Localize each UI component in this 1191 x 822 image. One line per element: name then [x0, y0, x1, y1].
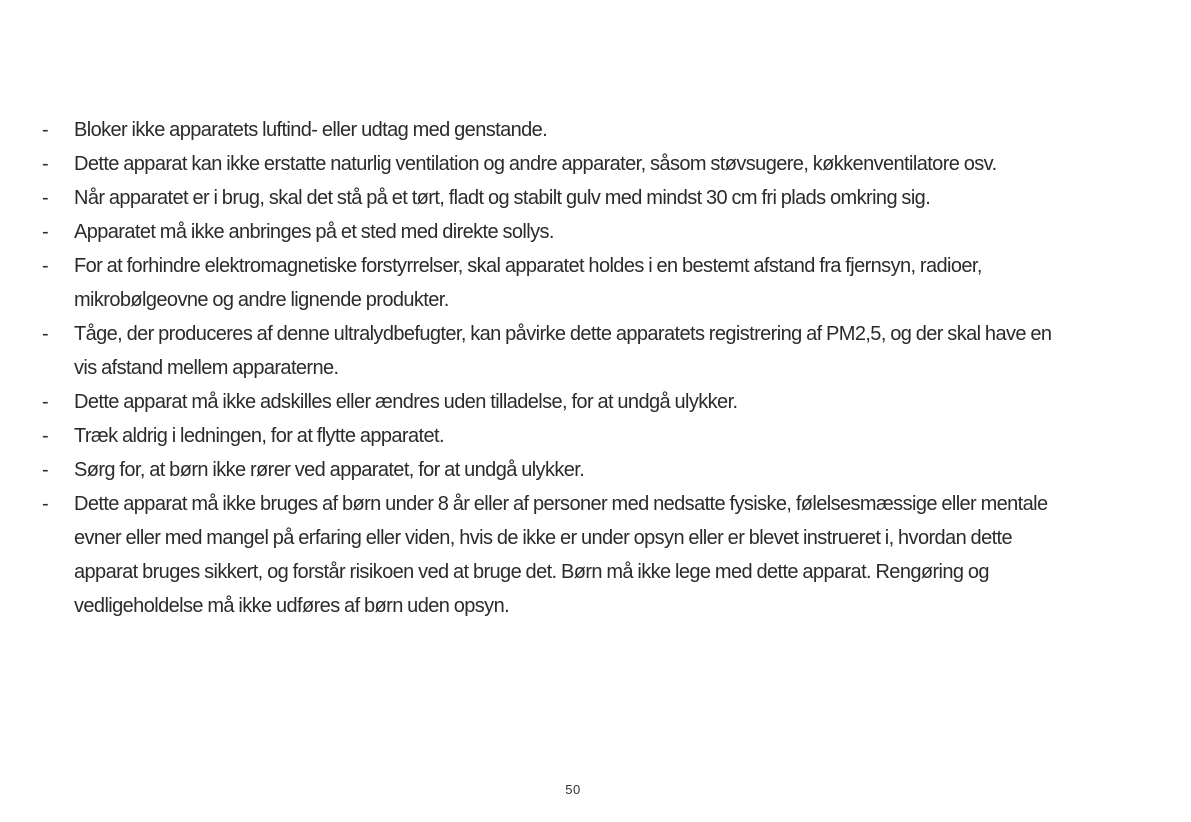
list-item-line: vis afstand mellem apparaterne. — [74, 357, 339, 379]
list-item-line: evner eller med mangel på erfaring eller viden, hvis de ikke er under opsyn eller er blevet instrueret i, hvordan dette — [74, 527, 1013, 549]
bullet-dash: - — [42, 323, 49, 345]
list-item-line: Apparatet må ikke anbringes på et sted med direkte sollys. — [74, 221, 554, 243]
bullet-dash: - — [42, 391, 49, 413]
list-item-line: Træk aldrig i ledningen, for at flytte apparatet. — [74, 425, 444, 447]
list-item-text — [74, 385, 1152, 419]
list-item-line: For at forhindre elektromagnetiske forstyrrelser, skal apparatet holdes i en bestemt afstand fra fjernsyn, radioer, — [74, 255, 982, 277]
list-item-line: mikrobølgeovne og andre lignende produkter. — [74, 289, 449, 311]
list-item-text — [74, 181, 1152, 215]
list-item — [42, 385, 1152, 419]
list-item-text — [74, 453, 1152, 487]
bullet-dash: - — [42, 221, 49, 243]
list-item — [42, 181, 1152, 215]
bullet-dash: - — [42, 187, 49, 209]
list-item-line: apparat bruges sikkert, og forstår risikoen ved at bruge det. Børn må ikke lege med dette apparat. Rengøring og — [74, 561, 989, 583]
safety-instructions — [42, 113, 1152, 623]
list-item-text — [74, 215, 1152, 249]
list-item-text — [74, 487, 1152, 623]
list-item-text — [74, 147, 1152, 181]
list-item-line: Tåge, der produceres af denne ultralydbefugter, kan påvirke dette apparatets registrering af PM2,5, og der skal have en — [74, 323, 1052, 345]
list-item-line: Dette apparat kan ikke erstatte naturlig ventilation og andre apparater, såsom støvsugere, køkkenventilatore osv. — [74, 153, 997, 175]
bullet-list — [42, 113, 1152, 623]
list-item-text — [74, 419, 1152, 453]
list-item — [42, 453, 1152, 487]
list-item-text — [74, 317, 1152, 385]
list-item-line: Når apparatet er i brug, skal det stå på et tørt, fladt og stabilt gulv med mindst 30 cm fri plads omkring sig. — [74, 187, 931, 209]
list-item — [42, 249, 1152, 317]
bullet-dash: - — [42, 493, 49, 515]
list-item-text — [74, 249, 1152, 317]
list-item-line: Sørg for, at børn ikke rører ved apparatet, for at undgå ulykker. — [74, 459, 585, 481]
list-item — [42, 487, 1152, 623]
bullet-dash: - — [42, 459, 49, 481]
list-item — [42, 215, 1152, 249]
list-item — [42, 317, 1152, 385]
list-item-text — [74, 113, 1152, 147]
list-item-line: Dette apparat må ikke adskilles eller ændres uden tilladelse, for at undgå ulykker. — [74, 391, 738, 413]
page-number: 50 — [565, 782, 581, 797]
bullet-dash: - — [42, 153, 49, 175]
bullet-dash: - — [42, 255, 49, 277]
list-item — [42, 419, 1152, 453]
list-item — [42, 147, 1152, 181]
list-item-line: Dette apparat må ikke bruges af børn under 8 år eller af personer med nedsatte fysiske, følelsesmæssige eller mentale — [74, 493, 1048, 515]
list-item-line: vedligeholdelse må ikke udføres af børn uden opsyn. — [74, 595, 510, 617]
bullet-dash: - — [42, 119, 49, 141]
list-item — [42, 113, 1152, 147]
list-item-line: Bloker ikke apparatets luftind- eller udtag med genstande. — [74, 119, 548, 141]
bullet-dash: - — [42, 425, 49, 447]
